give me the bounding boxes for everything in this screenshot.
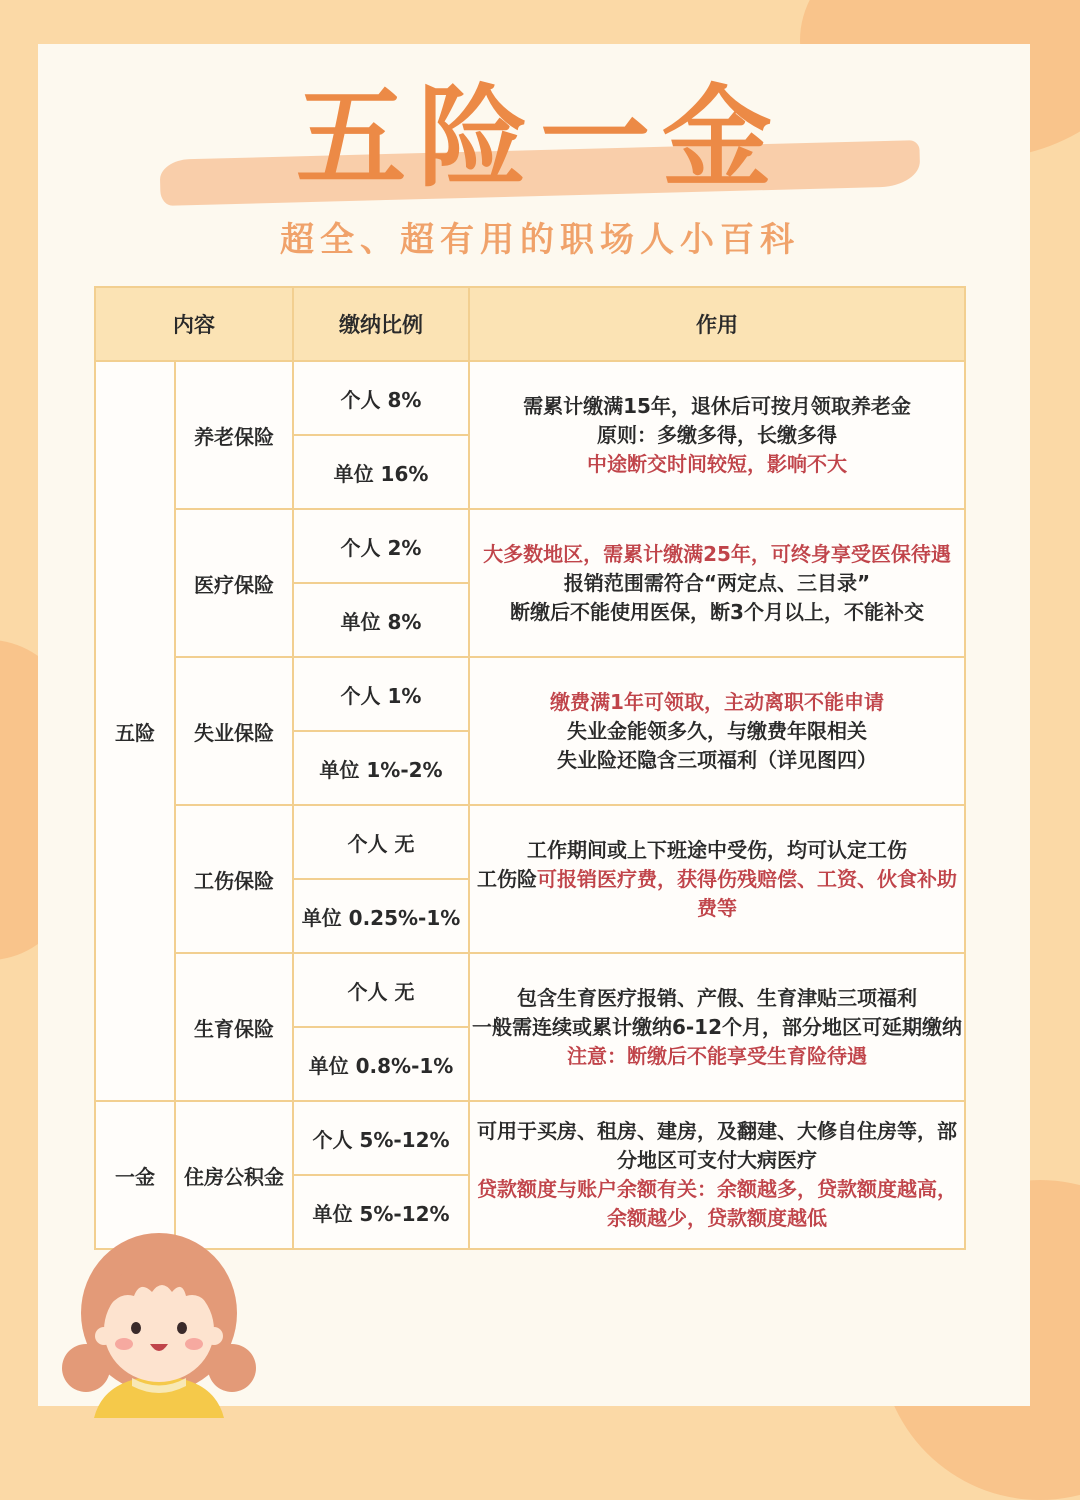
effect-line: [470, 598, 964, 627]
page-subtitle: 超全、超有用的职场人小百科: [280, 220, 800, 260]
rate-unit: 单位 1%-2%: [293, 731, 469, 805]
effect-text: 原则：多缴多得，长缴多得: [597, 422, 837, 447]
rate-unit: 单位 5%-12%: [293, 1175, 469, 1249]
effect-text: 失业险还隐含三项福利（详见图四）: [557, 747, 877, 772]
effect-text: 缴费满1年可领取，主动离职不能申请: [550, 689, 884, 714]
header-effect: 作用: [469, 287, 965, 361]
insurance-name: 失业保险: [175, 657, 293, 805]
table-row: [95, 509, 965, 583]
effect-line: [470, 688, 964, 717]
rate-unit: 单位 0.8%-1%: [293, 1027, 469, 1101]
rate-person: 个人 无: [293, 953, 469, 1027]
effect-cell: [469, 657, 965, 805]
effect-cell: [469, 361, 965, 509]
effect-line: [470, 1175, 964, 1233]
table-header-row: [95, 287, 965, 361]
effect-text: 断缴后不能使用医保，断3个月以上，不能补交: [510, 599, 924, 624]
rate-person: 个人 8%: [293, 361, 469, 435]
group-yijin: 一金: [95, 1101, 175, 1249]
effect-line: [470, 717, 964, 746]
table-row: [95, 1101, 965, 1175]
effect-line: [470, 865, 964, 923]
table-row: [95, 361, 965, 435]
effect-text: 工作期间或上下班途中受伤，均可认定工伤: [527, 837, 907, 862]
effect-cell: [469, 953, 965, 1101]
effect-line: [470, 1117, 964, 1175]
effect-text: 需累计缴满15年，退休后可按月领取养老金: [523, 393, 911, 418]
girl-illustration: [54, 1218, 264, 1418]
effect-cell: [469, 509, 965, 657]
effect-line: [470, 540, 964, 569]
effect-line: [470, 569, 964, 598]
insurance-name: 医疗保险: [175, 509, 293, 657]
table-row: [95, 805, 965, 879]
rate-person: 个人 2%: [293, 509, 469, 583]
effect-line: [470, 1042, 964, 1071]
insurance-name: 养老保险: [175, 361, 293, 509]
effect-text: 中途断交时间较短，影响不大: [587, 451, 847, 476]
effect-line: [470, 984, 964, 1013]
effect-text: 包含生育医疗报销、产假、生育津贴三项福利: [517, 985, 917, 1010]
effect-line: [470, 450, 964, 479]
table-row: [95, 657, 965, 731]
rate-person: 个人 5%-12%: [293, 1101, 469, 1175]
effect-text: 可报销医疗费，获得伤残赔偿、工资、伙食补助费等: [537, 866, 957, 920]
effect-line: [470, 421, 964, 450]
rate-unit: 单位 8%: [293, 583, 469, 657]
effect-cell: [469, 805, 965, 953]
effect-text: 可用于买房、租房、建房，及翻建、大修自住房等，部分地区可支付大病医疗: [477, 1119, 957, 1172]
insurance-name: 生育保险: [175, 953, 293, 1101]
rate-unit: 单位 0.25%-1%: [293, 879, 469, 953]
insurance-name: 住房公积金: [175, 1101, 293, 1249]
rate-unit: 单位 16%: [293, 435, 469, 509]
rate-person: 个人 1%: [293, 657, 469, 731]
effect-text: 大多数地区，需累计缴满25年，可终身享受医保待遇: [483, 541, 951, 566]
effect-text: 工伤险: [477, 866, 537, 891]
effect-line: [470, 392, 964, 421]
effect-cell: [469, 1101, 965, 1249]
header-ratio: 缴纳比例: [293, 287, 469, 361]
table-body: [95, 361, 965, 1249]
insurance-table: [94, 286, 966, 1250]
effect-line: [470, 1013, 964, 1042]
effect-line: [470, 746, 964, 775]
effect-line: [470, 836, 964, 865]
page-title: 五险一金: [296, 74, 784, 202]
insurance-name: 工伤保险: [175, 805, 293, 953]
rate-person: 个人 无: [293, 805, 469, 879]
header-content: 内容: [95, 287, 293, 361]
effect-text: 报销范围需符合“两定点、三目录”: [563, 570, 871, 595]
effect-text: 贷款额度与账户余额有关：余额越多，贷款额度越高，余额越少，贷款额度越低: [477, 1177, 957, 1230]
effect-text: 注意：断缴后不能享受生育险待遇: [567, 1043, 867, 1068]
effect-text: 一般需连续或累计缴纳6-12个月，部分地区可延期缴纳: [471, 1014, 963, 1039]
effect-text: 失业金能领多久，与缴费年限相关: [567, 718, 867, 743]
group-wuxian: 五险: [95, 361, 175, 1101]
table-row: [95, 953, 965, 1027]
